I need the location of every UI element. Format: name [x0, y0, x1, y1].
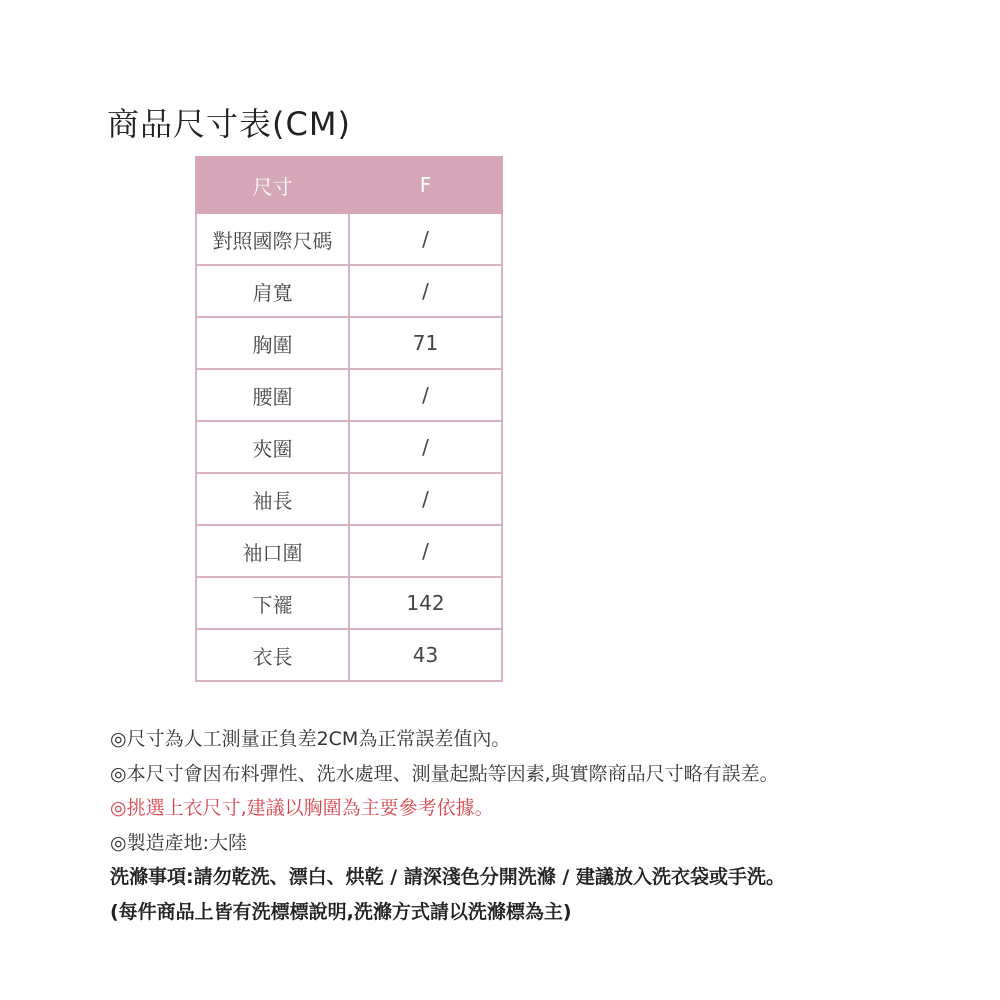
row-label: 胸圍: [196, 317, 349, 369]
table-row: [196, 265, 502, 317]
size-f-column-header: F: [349, 157, 502, 213]
table-row: [196, 421, 502, 473]
table-row: [196, 317, 502, 369]
table-header-row: [196, 157, 502, 213]
size-table: [195, 156, 503, 682]
row-label: 袖口圍: [196, 525, 349, 577]
row-label: 對照國際尺碼: [196, 213, 349, 265]
row-value: /: [349, 265, 502, 317]
notes-section: [110, 722, 990, 929]
row-label: 腰圍: [196, 369, 349, 421]
row-label: 衣長: [196, 629, 349, 681]
size-selection-note: ◎挑選上衣尺寸,建議以胸圍為主要參考依據。: [110, 797, 494, 819]
row-value: /: [349, 213, 502, 265]
page-title: 商品尺寸表(CM): [107, 105, 351, 143]
row-value: /: [349, 421, 502, 473]
table-row: [196, 629, 502, 681]
table-row: [196, 473, 502, 525]
table-row: [196, 577, 502, 629]
row-label: 夾圈: [196, 421, 349, 473]
row-value: 43: [349, 629, 502, 681]
row-label: 袖長: [196, 473, 349, 525]
washing-instructions: 洗滌事項:請勿乾洗、漂白、烘乾 / 請深淺色分開洗滌 / 建議放入洗衣袋或手洗。: [110, 866, 785, 888]
row-value: /: [349, 369, 502, 421]
row-value: 71: [349, 317, 502, 369]
washing-label-note: (每件商品上皆有洗標標說明,洗滌方式請以洗滌標為主): [110, 900, 572, 923]
table-row: [196, 369, 502, 421]
table-row: [196, 525, 502, 577]
row-value: /: [349, 473, 502, 525]
measurement-note: ◎尺寸為人工測量正負差2CM為正常誤差值內。: [110, 728, 511, 750]
row-value: /: [349, 525, 502, 577]
variance-note: ◎本尺寸會因布料彈性、洗水處理、測量起點等因素,與實際商品尺寸略有誤差。: [110, 762, 779, 785]
table-row: [196, 213, 502, 265]
row-label: 下襬: [196, 577, 349, 629]
size-column-header: 尺寸: [196, 157, 349, 213]
origin-note: ◎製造產地:大陸: [110, 831, 247, 854]
row-label: 肩寬: [196, 265, 349, 317]
row-value: 142: [349, 577, 502, 629]
